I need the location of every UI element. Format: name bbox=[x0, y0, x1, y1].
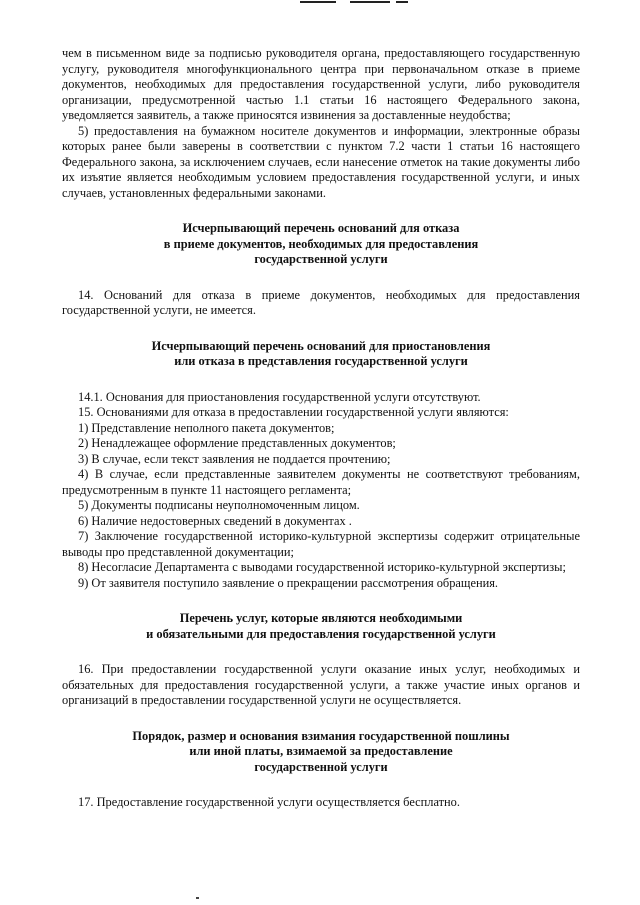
paragraph-17: 17. Предоставление государственной услуги осуществляется бесплатно. bbox=[78, 795, 460, 809]
heading-line: Перечень услуг, которые являются необходимыми bbox=[179, 611, 463, 625]
list-item: 6) Наличие недостоверных сведений в документах . bbox=[78, 513, 352, 528]
list-item: 14.1. Основания для приостановления государственной услуги отсутствуют. bbox=[78, 389, 481, 404]
heading-line: или отказа в представления государственной услуги bbox=[174, 354, 468, 368]
heading-line: государственной услуги bbox=[254, 759, 388, 774]
heading-line: в приеме документов, необходимых для предоставления bbox=[163, 236, 479, 251]
heading-line: Порядок, размер и основания взимания государственной пошлины bbox=[132, 728, 510, 743]
heading-line: или иной платы, взимаемой за предоставление bbox=[189, 744, 453, 758]
paragraph-16: 16. При предоставлении государственной услуги оказание иных услуг, необходимых и обязательных для предоставления государственной услуги, а также участие иных органов и организаций в предоставлении государственной услуги не осуществляется. bbox=[62, 662, 580, 707]
heading-state-fee bbox=[62, 729, 580, 776]
paragraph-item-5: 5) предоставления на бумажном носителе документов и информации, электронные образы которых ранее были заверены в соответствии с пунктом 7.2 части 1 статьи 16 настоящего Федерального закона, за исключением случаев, если нанесение отметок на такие документы либо их изъятие является необходимым условием предоставления государственной услуги, и иных случаев, установленных федеральными законами. bbox=[62, 123, 580, 200]
heading-refusal-reception bbox=[62, 221, 580, 268]
list-item: 1) Представление неполного пакета документов; bbox=[78, 420, 335, 435]
list-item: 7) Заключение государственной историко-культурной экспертизы содержит отрицательные выводы про представленной документации; bbox=[62, 529, 580, 559]
document-body bbox=[62, 46, 580, 811]
list-item: 8) Несогласие Департамента с выводами государственной историко-культурной экспертизы; bbox=[78, 560, 566, 574]
list-item: 15. Основаниями для отказа в предоставлении государственной услуги являются: bbox=[78, 405, 509, 419]
heading-suspension bbox=[62, 339, 580, 370]
scan-mark bbox=[196, 897, 199, 899]
list-item: 2) Ненадлежащее оформление представленных документов; bbox=[78, 436, 396, 450]
list-item: 3) В случае, если текст заявления не поддается прочтению; bbox=[78, 451, 391, 466]
paragraph-continuation: чем в письменном виде за подписью руководителя органа, предоставляющего государственную услугу, руководителя многофункционального центра при первоначальном отказе в приеме документов, необходимых для предоставления государственной услуги, либо руководителя организации, предусмотренной частью 1.1 статьи 16 настоящего Федерального закона, уведомляется заявитель, а также приносятся извинения за доставленные неудобства; bbox=[62, 46, 580, 122]
heading-line: государственной услуги bbox=[254, 252, 388, 266]
heading-line: и обязательными для предоставления государственной услуги bbox=[146, 626, 496, 641]
list-item: 5) Документы подписаны неуполномоченным лицом. bbox=[78, 498, 360, 512]
list-item: 9) От заявителя поступило заявление о прекращении рассмотрения обращения. bbox=[78, 575, 499, 590]
paragraph-14: 14. Оснований для отказа в приеме документов, необходимых для предоставления государственной услуги, не имеется. bbox=[62, 287, 580, 317]
heading-line: Исчерпывающий перечень оснований для отказа bbox=[182, 221, 460, 235]
scan-top-marks bbox=[0, 0, 640, 6]
heading-line: Исчерпывающий перечень оснований для приостановления bbox=[151, 338, 491, 353]
heading-required-services bbox=[62, 611, 580, 642]
list-item: 4) В случае, если представленные заявителем документы не соответствуют требованиям, предусмотренным в пункте 11 настоящего регламента; bbox=[62, 467, 580, 497]
